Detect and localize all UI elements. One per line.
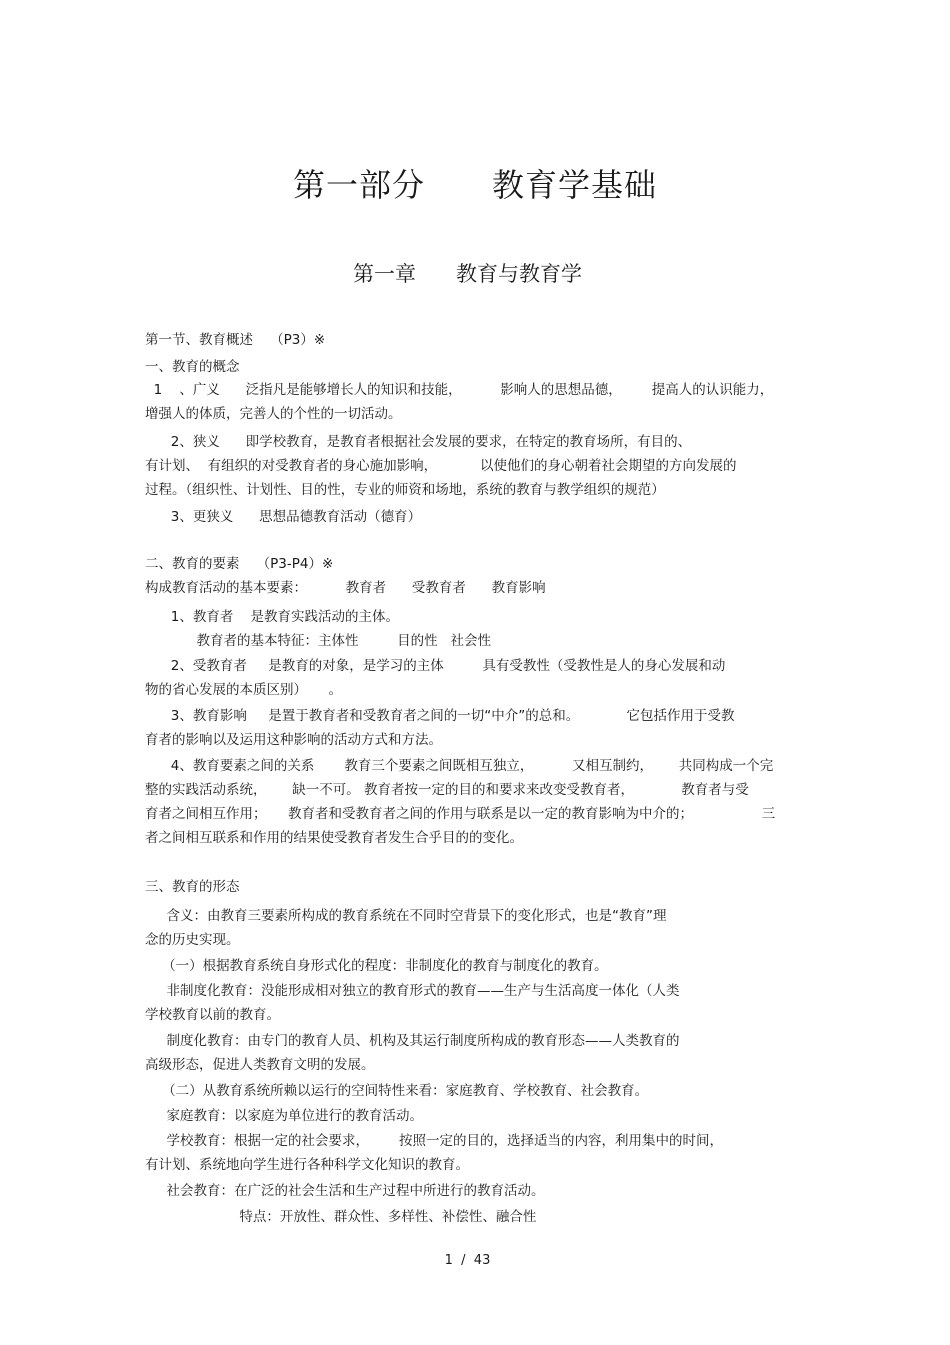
paragraph-line: 1 、广义 泛指凡是能够增长人的知识和技能， 影响人的思想品德， 提高人的认识能力， [145, 382, 774, 398]
page-number: 1 / 43 [444, 1253, 491, 1268]
subsection-heading: 一、教育的概念 [145, 359, 240, 375]
paragraph-line: 3、教育影响 是置于教育者和受教育者之间的一切“中介”的总和。 它包括作用于受教 [145, 708, 735, 724]
paragraph-line: （一）根据教育系统自身形式化的程度：非制度化的教育与制度化的教育。 [145, 958, 608, 974]
paragraph-line: 非制度化教育：没能形成相对独立的教育形式的教育——生产与生活高度一体化（人类 [145, 983, 680, 999]
paragraph-line: 过程。（组织性、计划性、目的性，专业的师资和场地，系统的教育与教学组织的规范） [145, 482, 665, 498]
paragraph-line: 家庭教育：以家庭为单位进行的教育活动。 [145, 1108, 423, 1124]
paragraph-line: 教育者的基本特征：主体性 目的性 社会性 [145, 633, 491, 649]
document-title: 第一部分 教育学基础 [292, 166, 658, 204]
paragraph-line: 有计划、系统地向学生进行各种科学文化知识的教育。 [145, 1157, 469, 1173]
paragraph-line: 2、受教育者 是教育的对象，是学习的主体 具有受教性（受教性是人的身心发展和动 [145, 658, 726, 674]
paragraph-line: 物的省心发展的本质区别） 。 [145, 682, 342, 698]
paragraph-line: 有计划、 有组织的对受教育者的身心施加影响， 以使他们的身心朝着社会期望的方向发展的 [145, 458, 737, 474]
paragraph-line: 含义：由教育三要素所构成的教育系统在不同时空背景下的变化形式，也是“教育”理 [145, 908, 667, 924]
paragraph-line: 育者的影响以及运用这种影响的活动方式和方法。 [145, 732, 442, 748]
subsection-heading: 二、教育的要素 （P3-P4）※ [145, 556, 334, 572]
paragraph-line: 育者之间相互作用； 教育者和受教育者之间的作用与联系是以一定的教育影响为中介的； 三 [145, 806, 776, 822]
paragraph-line: 1、教育者 是教育实践活动的主体。 [145, 609, 400, 625]
paragraph-line: 者之间相互联系和作用的结果使受教育者发生合乎目的的变化。 [145, 830, 523, 846]
paragraph-line: 社会教育：在广泛的社会生活和生产过程中所进行的教育活动。 [145, 1183, 545, 1199]
paragraph-line: 构成教育活动的基本要素： 教育者 受教育者 教育影响 [145, 580, 546, 596]
chapter-heading: 第一章 教育与教育学 [352, 262, 583, 286]
paragraph-line: 整的实践活动系统， 缺一不可。 教育者按一定的目的和要求来改变受教育者， 教育者与受 [145, 782, 749, 798]
paragraph-line: 2、狭义 即学校教育，是教育者根据社会发展的要求，在特定的教育场所，有目的、 [145, 434, 692, 450]
paragraph-line: 增强人的体质，完善人的个性的一切活动。 [145, 406, 402, 422]
paragraph-line: （二）从教育系统所赖以运行的空间特性来看：家庭教育、学校教育、社会教育。 [145, 1083, 649, 1099]
paragraph-line: 高级形态，促进人类教育文明的发展。 [145, 1057, 375, 1073]
paragraph-line: 学校教育：根据一定的社会要求， 按照一定的目的，选择适当的内容，利用集中的时间， [145, 1133, 723, 1149]
paragraph-line: 特点：开放性、群众性、多样性、补偿性、融合性 [145, 1209, 537, 1225]
paragraph-line: 制度化教育：由专门的教育人员、机构及其运行制度所构成的教育形态——人类教育的 [145, 1033, 680, 1049]
paragraph-line: 念的历史实现。 [145, 932, 240, 948]
subsection-heading: 三、教育的形态 [145, 879, 240, 895]
paragraph-line: 4、教育要素之间的关系 教育三个要素之间既相互独立， 又相互制约， 共同构成一个完 [145, 758, 774, 774]
paragraph-line: 学校教育以前的教育。 [145, 1007, 280, 1023]
paragraph-line: 3、更狭义 思想品德教育活动（德育） [145, 509, 422, 525]
section-heading: 第一节、教育概述 （P3）※ [145, 332, 326, 348]
